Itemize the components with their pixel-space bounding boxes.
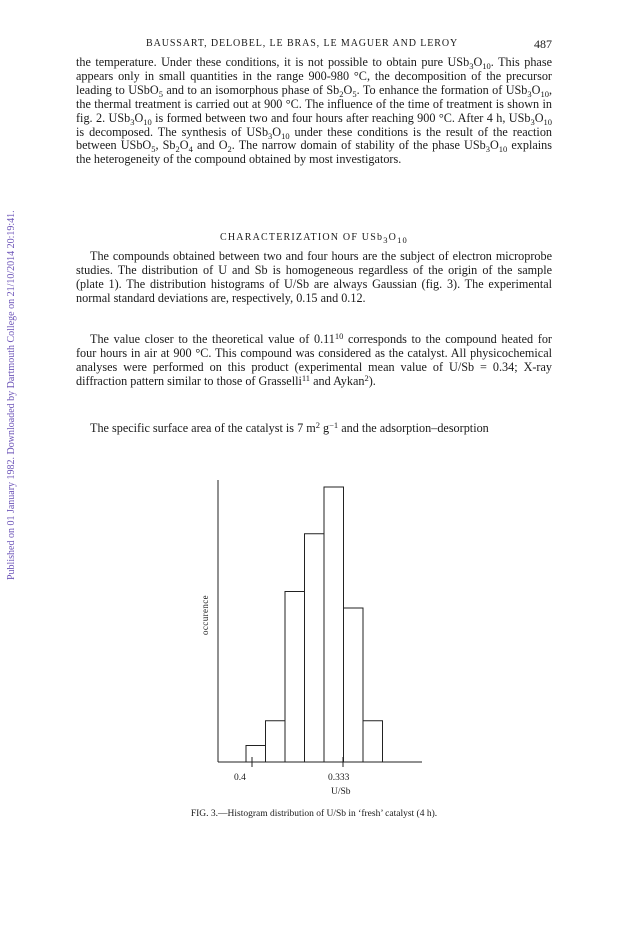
histogram-bar-1: [246, 746, 266, 763]
page-number: 487: [534, 37, 552, 51]
section-heading: CHARACTERIZATION OF $USb_3O_{10}$: [220, 232, 408, 245]
histogram-bar-6: [344, 608, 364, 762]
histogram-figure: [190, 475, 430, 805]
paragraph-surface-area: The specific surface area of the catalyst is 7 $m^2$ $g^{-1}$ and the adsorption–desorption: [90, 420, 489, 435]
histogram-bar-3: [285, 592, 305, 763]
paragraph-synthesis: the temperature. Under these conditions, it is not possible to obtain pure $USb_3O_{10}$. This phase appears only in small quantities in the range 900-980 °C, the decomposition of the precursor leading to USbO$_5$ and to an isomorphous phase of $Sb_2O_5$. To enhance the formation of $USb_3O_{10}$, the thermal treatment is carried out at 900 °C. The influence of the time of treatment is shown in fig. 2. $USb_3O_{10}$ is formed between two and four hours after reaching 900 °C. After 4 h, $USb_3O_{10}$ is decomposed. The synthesis of $USb_3O_{10}$ under these conditions is the result of the reaction between USbO$_5$, $Sb_2O_4$ and $O_2$. The narrow domain of stability of the phase $USb_3O_{10}$ explains the heterogeneity of the compound obtained by most investigators.: [76, 55, 553, 167]
histogram-bar-2: [266, 721, 286, 762]
y-axis-label: occurence: [200, 594, 210, 635]
paragraph-catalyst: The value closer to the theoretical value of 0.11$^{10}$ corresponds to the compound heated for four hours in air at 900 °C. This compound was considered as the catalyst. All physicochemical analyses were performed on this product (experimental mean value of U/Sb = 0.34; X-ray diffraction pattern similar to those of Grasselli$^{11}$ and Aykan$^2$).: [76, 331, 552, 388]
histogram-bar-5: [324, 487, 344, 762]
running-header: [76, 38, 552, 52]
x-tick-label-0.4: 0.4: [234, 773, 246, 783]
x-tick-label-0.333: 0.333: [328, 773, 350, 783]
download-watermark: [6, 150, 18, 580]
running-header-authors: BAUSSART, DELOBEL, LE BRAS, LE MAGUER AND LEROY: [146, 38, 459, 49]
histogram-chart: [190, 475, 430, 775]
figure-caption: FIG. 3.—Histogram distribution of U/Sb in ‘fresh’ catalyst (4 h).: [190, 809, 438, 819]
download-notice: Published on 01 January 1982. Downloaded by Dartmouth College on 21/10/2014 20:19:41.: [6, 210, 17, 580]
x-axis-label: U/Sb: [331, 787, 351, 797]
paragraph-microprobe: The compounds obtained between two and four hours are the subject of electron microprobe studies. The distribution of U and Sb is homogeneous regardless of the origin of the sample (plate 1). The distribution histograms of U/Sb are always Gaussian (fig. 3). The experimental normal standard deviations are, respectively, 0.15 and 0.12.: [76, 249, 552, 305]
histogram-bar-7: [363, 721, 383, 762]
histogram-bar-4: [305, 534, 325, 762]
